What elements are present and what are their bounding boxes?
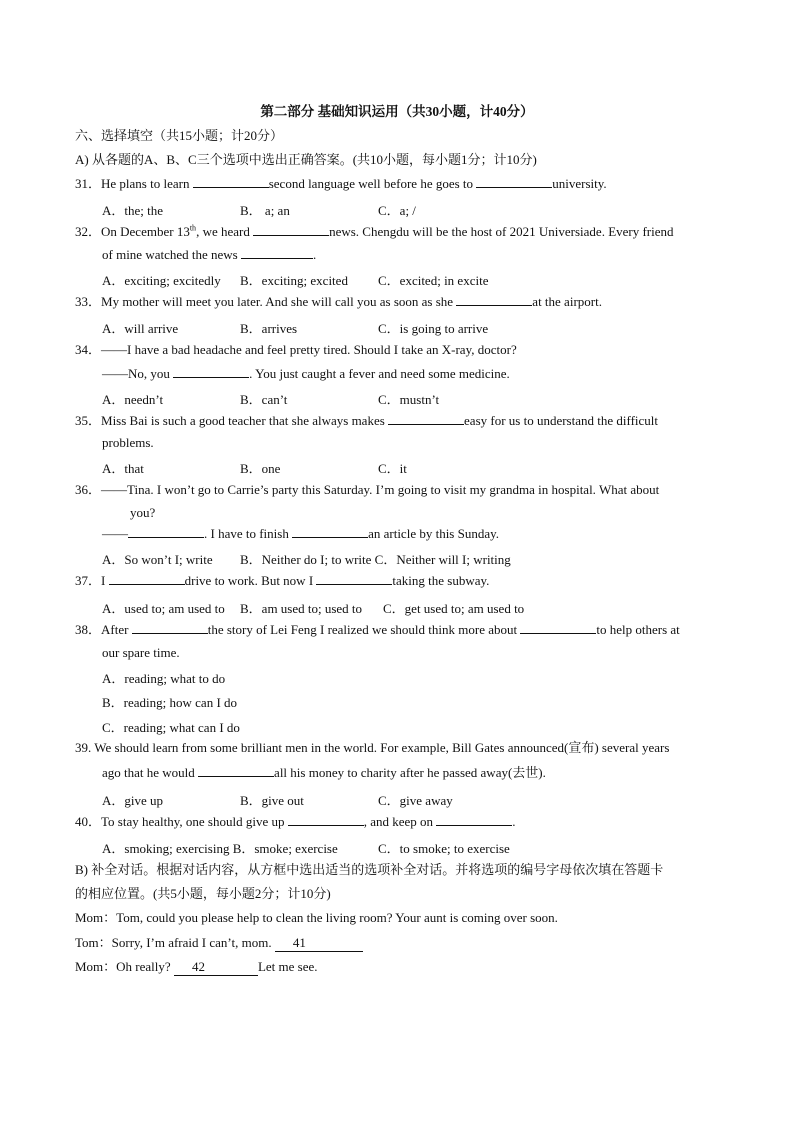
partB-instructions-line2: 的相应位置。(共5小题，每小题2分；计10分) — [75, 886, 331, 901]
dialog-text: Mom：Oh really? — [75, 959, 174, 974]
question-text: the story of Lei Feng I realized we should think more about — [207, 622, 521, 637]
question-text: I — [101, 573, 109, 588]
section-title: 第二部分 基础知识运用（共30小题，计40分） — [260, 104, 534, 119]
option-a: A．So won’t I; write — [102, 552, 213, 567]
question-text: After — [101, 622, 132, 637]
answer-blank — [476, 176, 552, 188]
answer-blank — [198, 765, 274, 777]
option-c: C．mustn’t — [378, 392, 440, 407]
question-number: 35． — [75, 413, 102, 428]
question-number: 39. — [75, 740, 95, 755]
option-a: A．that — [102, 461, 144, 476]
answer-blank — [128, 526, 204, 538]
option-b: B．reading; how can I do — [102, 695, 238, 710]
answer-blank — [520, 622, 596, 634]
option-b: B．arrives — [240, 321, 298, 336]
question-36-line3 — [102, 526, 499, 542]
option-c: C．give away — [378, 793, 453, 808]
question-text: easy for us to understand the difficult — [464, 413, 659, 428]
question-text: to help others at — [596, 622, 680, 637]
question-text: He plans to learn — [101, 176, 193, 191]
question-text: , we heard — [196, 224, 254, 239]
option-c: C．is going to arrive — [378, 321, 489, 336]
answer-blank — [316, 573, 392, 585]
question-text: drive to work. But now I — [184, 573, 317, 588]
answer-blank-42: 42 — [174, 959, 258, 976]
question-40 — [75, 814, 516, 830]
superscript: th — [189, 223, 197, 233]
question-32-line2 — [102, 247, 316, 263]
question-text: My mother will meet you later. And she will call you as soon as she — [101, 294, 457, 309]
question-text: —— — [102, 526, 128, 541]
option-a: A．will arrive — [102, 321, 179, 336]
question-text: all his money to charity after he passed away(去世). — [274, 765, 546, 780]
dialog-text: Let me see. — [257, 959, 318, 974]
question-number: 37． — [75, 573, 102, 588]
question-35-line2: problems. — [102, 435, 154, 450]
option-b: B．can’t — [240, 392, 288, 407]
question-33 — [75, 294, 602, 310]
question-number: 31． — [75, 176, 102, 191]
question-text: ——Tina. I won’t go to Carrie’s party this Saturday. I’m going to visit my grandma in hospital. What about — [101, 482, 660, 497]
dialog-line-3 — [75, 959, 318, 976]
question-text: second language well before he goes to — [268, 176, 477, 191]
question-number: 34． — [75, 342, 102, 357]
option-ab: A．smoking; exercising B．smoke; exercise — [102, 841, 338, 856]
question-text: at the airport. — [532, 294, 602, 309]
dialog-text: Tom：Sorry, I’m afraid I can’t, mom. — [75, 935, 275, 950]
question-34 — [75, 342, 517, 358]
option-c: C．a; / — [378, 203, 416, 218]
question-text: , and keep on — [363, 814, 437, 829]
question-number: 36． — [75, 482, 102, 497]
option-b: B．one — [240, 461, 281, 476]
answer-blank — [456, 294, 532, 306]
option-a: A．give up — [102, 793, 164, 808]
question-text: an article by this Sunday. — [368, 526, 500, 541]
partA-instructions: A) 从各题的A、B、C三个选项中选出正确答案。(共10小题，每小题1分；计10分) — [75, 152, 537, 167]
question-text: ago that he would — [102, 765, 199, 780]
question-text: of mine watched the news — [102, 247, 241, 262]
answer-blank — [253, 224, 329, 236]
question-text: university. — [552, 176, 607, 191]
option-c: C．excited; in excite — [378, 273, 489, 288]
question-38 — [75, 622, 680, 638]
answer-blank — [109, 573, 185, 585]
option-b: B． a; an — [240, 203, 290, 218]
answer-blank — [241, 247, 313, 259]
question-39-line2 — [102, 765, 546, 781]
question-text: . — [512, 814, 516, 829]
question-text: On December 13 — [101, 224, 190, 239]
option-a: A．needn’t — [102, 392, 164, 407]
question-text: . I have to finish — [204, 526, 293, 541]
option-a: A．the; the — [102, 203, 164, 218]
question-31 — [75, 176, 607, 192]
answer-blank-41: 41 — [275, 935, 363, 952]
option-c: C．it — [378, 461, 407, 476]
question-text: ——I have a bad headache and feel pretty tired. Should I take an X-ray, doctor? — [101, 342, 517, 357]
answer-blank — [292, 526, 368, 538]
question-37 — [75, 573, 489, 589]
question-36-line2: you? — [130, 505, 156, 520]
question-number: 32． — [75, 224, 102, 239]
option-b: B．am used to; used to — [240, 601, 363, 616]
question-text: news. Chengdu will be the host of 2021 Universiade. Every friend — [329, 224, 674, 239]
question-34-line2 — [102, 366, 510, 382]
answer-blank — [288, 814, 364, 826]
option-b: B．exciting; excited — [240, 273, 348, 288]
answer-blank — [436, 814, 512, 826]
option-a: A．reading; what to do — [102, 671, 226, 686]
answer-blank — [193, 176, 269, 188]
answer-blank — [388, 413, 464, 425]
question-38-line2: our spare time. — [102, 645, 180, 660]
option-bc: B．Neither do I; to write C．Neither will I; writing — [240, 552, 511, 567]
question-39 — [75, 740, 669, 756]
answer-blank — [132, 622, 208, 634]
option-b: B．give out — [240, 793, 304, 808]
option-a: A．used to; am used to — [102, 601, 225, 616]
section6-heading: 六、选择填空（共15小题；计20分） — [75, 128, 284, 143]
question-text: To stay healthy, one should give up — [101, 814, 288, 829]
question-text: Miss Bai is such a good teacher that she always makes — [101, 413, 389, 428]
question-number: 33． — [75, 294, 102, 309]
question-text: . You just caught a fever and need some medicine. — [249, 366, 510, 381]
question-number: 40． — [75, 814, 102, 829]
dialog-line-2 — [75, 935, 363, 952]
question-35 — [75, 413, 658, 429]
option-c: C．reading; what can I do — [102, 720, 240, 735]
option-a: A．exciting; excitedly — [102, 273, 221, 288]
partB-instructions-line1: B) 补全对话。根据对话内容，从方框中选出适当的选项补全对话。并将选项的编号字母依次填在答题卡 — [75, 862, 664, 877]
question-text: We should learn from some brilliant men in the world. For example, Bill Gates announced(宣布) several years — [94, 740, 670, 755]
question-36 — [75, 482, 659, 498]
option-c: C．to smoke; to exercise — [378, 841, 510, 856]
question-text: taking the subway. — [392, 573, 490, 588]
question-text: ——No, you — [102, 366, 174, 381]
question-text: . — [312, 247, 317, 262]
dialog-line-1: Mom：Tom, could you please help to clean the living room? Your aunt is coming over soon. — [75, 910, 558, 925]
question-32 — [75, 224, 674, 240]
question-number: 38． — [75, 622, 102, 637]
option-c: C．get used to; am used to — [383, 601, 525, 616]
answer-blank — [173, 366, 249, 378]
